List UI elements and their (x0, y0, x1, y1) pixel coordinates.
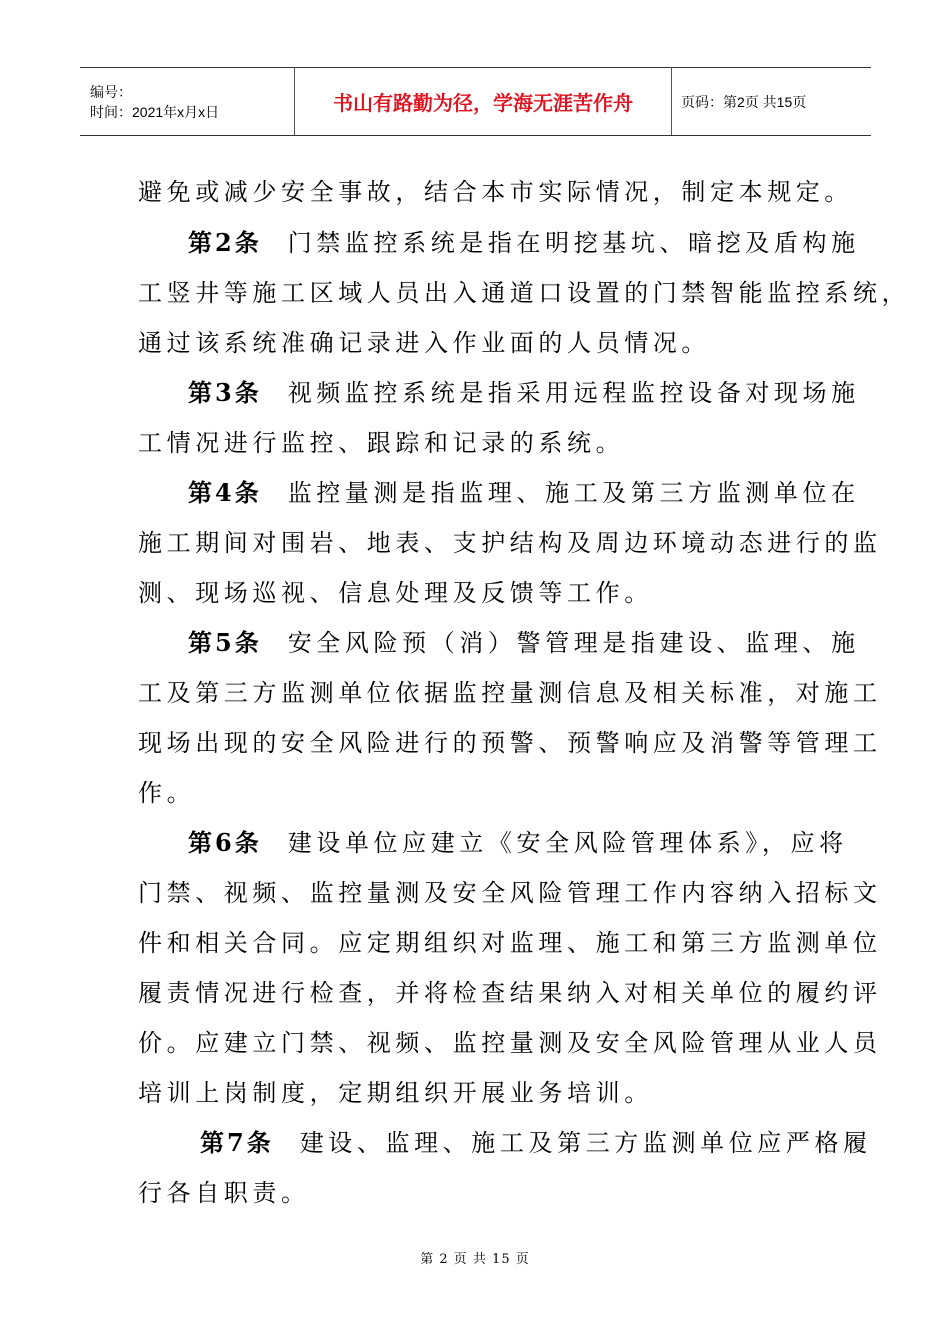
article-number: 第6条 (188, 828, 262, 857)
line-text: 行各自职责。 (138, 1179, 310, 1207)
line-text: 避免或减少安全事故，结合本市实际情况，制定本规定。 (138, 178, 853, 206)
line-text: 建设、监理、施工及第三方监测单位应严格履 (299, 1129, 872, 1157)
body-line (138, 172, 853, 207)
body-line (138, 273, 910, 308)
line-text: 作。 (138, 779, 196, 807)
body-line (138, 1173, 310, 1208)
line-text: 工竖井等施工区域人员出入通道口设置的门禁智能监控系统， (138, 279, 911, 307)
article-first-line (200, 1123, 872, 1158)
body-line (138, 1073, 653, 1108)
article-first-line (188, 823, 848, 858)
body-line (138, 773, 195, 808)
line-text: 监控量测是指监理、施工及第三方监测单位在 (287, 479, 860, 507)
article-number: 第3条 (188, 378, 262, 407)
line-text: 件和相关合同。应定期组织对监理、施工和第三方监测单位 (138, 929, 882, 957)
line-text: 履责情况进行检查，并将检查结果纳入对相关单位的履约评 (138, 979, 882, 1007)
line-text: 安全风险预（消）警管理是指建设、监理、施 (287, 629, 860, 657)
header-page-info: 页码：第2页 共15页 (672, 68, 872, 136)
line-text: 施工期间对围岩、地表、支护结构及周边环境动态进行的监 (138, 529, 882, 557)
article-number: 第7条 (200, 1128, 274, 1157)
body-line (138, 973, 882, 1008)
line-text: 工情况进行监控、跟踪和记录的系统。 (138, 429, 625, 457)
article-first-line (188, 223, 860, 258)
line-text: 视频监控系统是指采用远程监控设备对现场施 (287, 379, 860, 407)
line-text: 培训上岗制度，定期组织开展业务培训。 (138, 1079, 653, 1107)
article-number: 第4条 (188, 478, 262, 507)
body-line (138, 1023, 882, 1058)
body-line (138, 873, 882, 908)
line-text: 通过该系统准确记录进入作业面的人员情况。 (138, 329, 710, 357)
line-text: 现场出现的安全风险进行的预警、预警响应及消警等管理工 (138, 729, 882, 757)
body-line (138, 573, 653, 608)
article-number: 第2条 (188, 228, 262, 257)
line-text: 门禁、视频、监控量测及安全风险管理工作内容纳入招标文 (138, 879, 882, 907)
body-line (138, 923, 882, 958)
serial-label: 编号： (90, 83, 132, 100)
header-motto: 书山有路勤为径，学海无涯苦作舟 (295, 68, 672, 136)
body-line (138, 323, 710, 358)
line-text: 价。应建立门禁、视频、监控量测及安全风险管理从业人员 (138, 1029, 882, 1057)
article-number: 第5条 (188, 628, 262, 657)
body-line (138, 523, 882, 558)
line-text: 测、现场巡视、信息处理及反馈等工作。 (138, 579, 653, 607)
line-text: 工及第三方监测单位依据监控量测信息及相关标准，对施工 (138, 679, 882, 707)
header-meta-cell (80, 68, 295, 136)
line-text: 建设单位应建立《安全风险管理体系》，应将 (287, 829, 848, 857)
body-line (138, 723, 882, 758)
body-line (138, 673, 882, 708)
page-footer: 第 2 页 共 15 页 (420, 1252, 530, 1267)
date-label: 时间：2021年x月x日 (90, 103, 220, 120)
line-text: 门禁监控系统是指在明挖基坑、暗挖及盾构施 (287, 229, 860, 257)
document-header (80, 67, 871, 136)
body-line (138, 423, 624, 458)
article-first-line (188, 623, 860, 658)
article-first-line (188, 473, 860, 508)
article-first-line (188, 373, 860, 408)
